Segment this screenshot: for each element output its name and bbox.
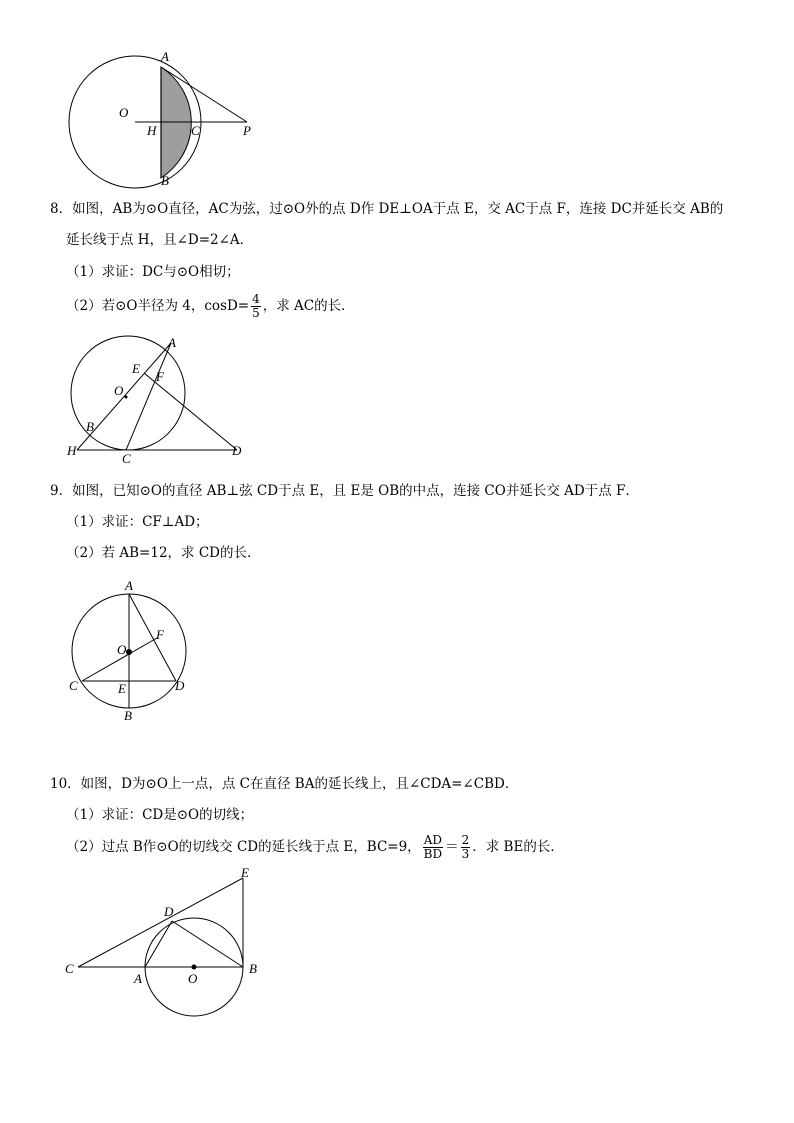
fraction-2-3	[461, 834, 471, 861]
label-o: O	[114, 383, 124, 398]
label-b: B	[86, 419, 94, 434]
q10-part1: （1）求证：CD是⊙O的切线；	[66, 807, 254, 823]
label-d: D	[175, 678, 185, 693]
line-e-d	[144, 373, 237, 450]
q9-part2: （2）若 AB=12，求 CD的长．	[66, 545, 261, 561]
fraction-cosd	[251, 293, 261, 320]
figure-q10	[60, 865, 280, 1020]
label-o: O	[119, 105, 129, 120]
q8-part1: （1）求证：DC与⊙O相切；	[66, 264, 240, 280]
label-c: C	[65, 961, 74, 976]
label-d: D	[232, 443, 242, 458]
label-c: C	[69, 678, 78, 693]
label-b: B	[161, 173, 169, 188]
fraction-denominator: BD	[423, 847, 443, 861]
fraction-denominator: 5	[252, 306, 260, 320]
q8-part2	[66, 293, 355, 320]
label-f: F	[156, 627, 164, 642]
label-o: O	[117, 642, 127, 657]
label-a: A	[125, 578, 133, 593]
fraction-numerator: 2	[461, 833, 470, 847]
label-b: B	[249, 961, 257, 976]
q10-equals: ＝	[445, 839, 459, 855]
center-dot	[126, 649, 132, 655]
chord-a-d	[145, 921, 172, 967]
q8-stem-line1: 8．如图，AB为⊙O直径，AC为弦，过⊙O外的点 D作 DE⊥OA于点 E，交 AC于点 F，连接 DC并延长交 AB的	[50, 201, 724, 217]
fraction-numerator: AD	[423, 833, 443, 847]
chord-d-b	[172, 921, 243, 967]
q8-stem-line2: 延长线于点 H，且∠D=2∠A．	[66, 232, 254, 248]
q9-part1: （1）求证：CF⊥AD；	[66, 514, 209, 530]
fraction-numerator: 4	[252, 292, 260, 306]
line-c-e	[78, 878, 243, 967]
label-f: F	[156, 369, 164, 384]
q10-part2-pre: （2）过点 B作⊙O的切线交 CD的延长线于点 E，BC=9，	[66, 839, 421, 855]
label-c: C	[122, 451, 131, 465]
figure-q8	[60, 335, 260, 465]
q9-stem: 9．如图，已知⊙O的直径 AB⊥弦 CD于点 E，且 E是 OB的中点，连接 CO并延长交 AD于点 F．	[50, 483, 639, 499]
q10-stem: 10．如图，D为⊙O上一点，点 C在直径 BA的延长线上，且∠CDA=∠CBD．	[50, 776, 519, 792]
label-c: C	[191, 123, 200, 138]
label-p: P	[243, 123, 251, 138]
label-a: A	[168, 335, 176, 350]
label-d: D	[164, 904, 174, 919]
label-h: H	[147, 123, 157, 138]
label-e: E	[132, 361, 140, 376]
figure-q9	[62, 575, 202, 730]
fraction-ad-bd	[423, 834, 443, 861]
label-o: O	[188, 971, 198, 986]
fraction-denominator: 3	[461, 847, 470, 861]
q10-part2-post: ．求 BE的长．	[472, 839, 564, 855]
label-b: B	[124, 708, 132, 723]
label-e: E	[118, 681, 126, 696]
q8-part2-post: ，求 AC的长．	[262, 298, 355, 314]
q8-part2-pre: （2）若⊙O半径为 4，cosD=	[66, 298, 250, 314]
figure-q7	[55, 45, 275, 190]
label-h: H	[67, 443, 77, 458]
label-a: A	[134, 971, 142, 986]
center-dot	[192, 965, 197, 970]
line-c-a	[126, 343, 171, 450]
label-a: A	[161, 49, 169, 64]
label-e: E	[241, 865, 249, 880]
line-a-d	[129, 594, 176, 681]
center-dot	[125, 396, 128, 399]
q10-part2	[66, 834, 564, 861]
